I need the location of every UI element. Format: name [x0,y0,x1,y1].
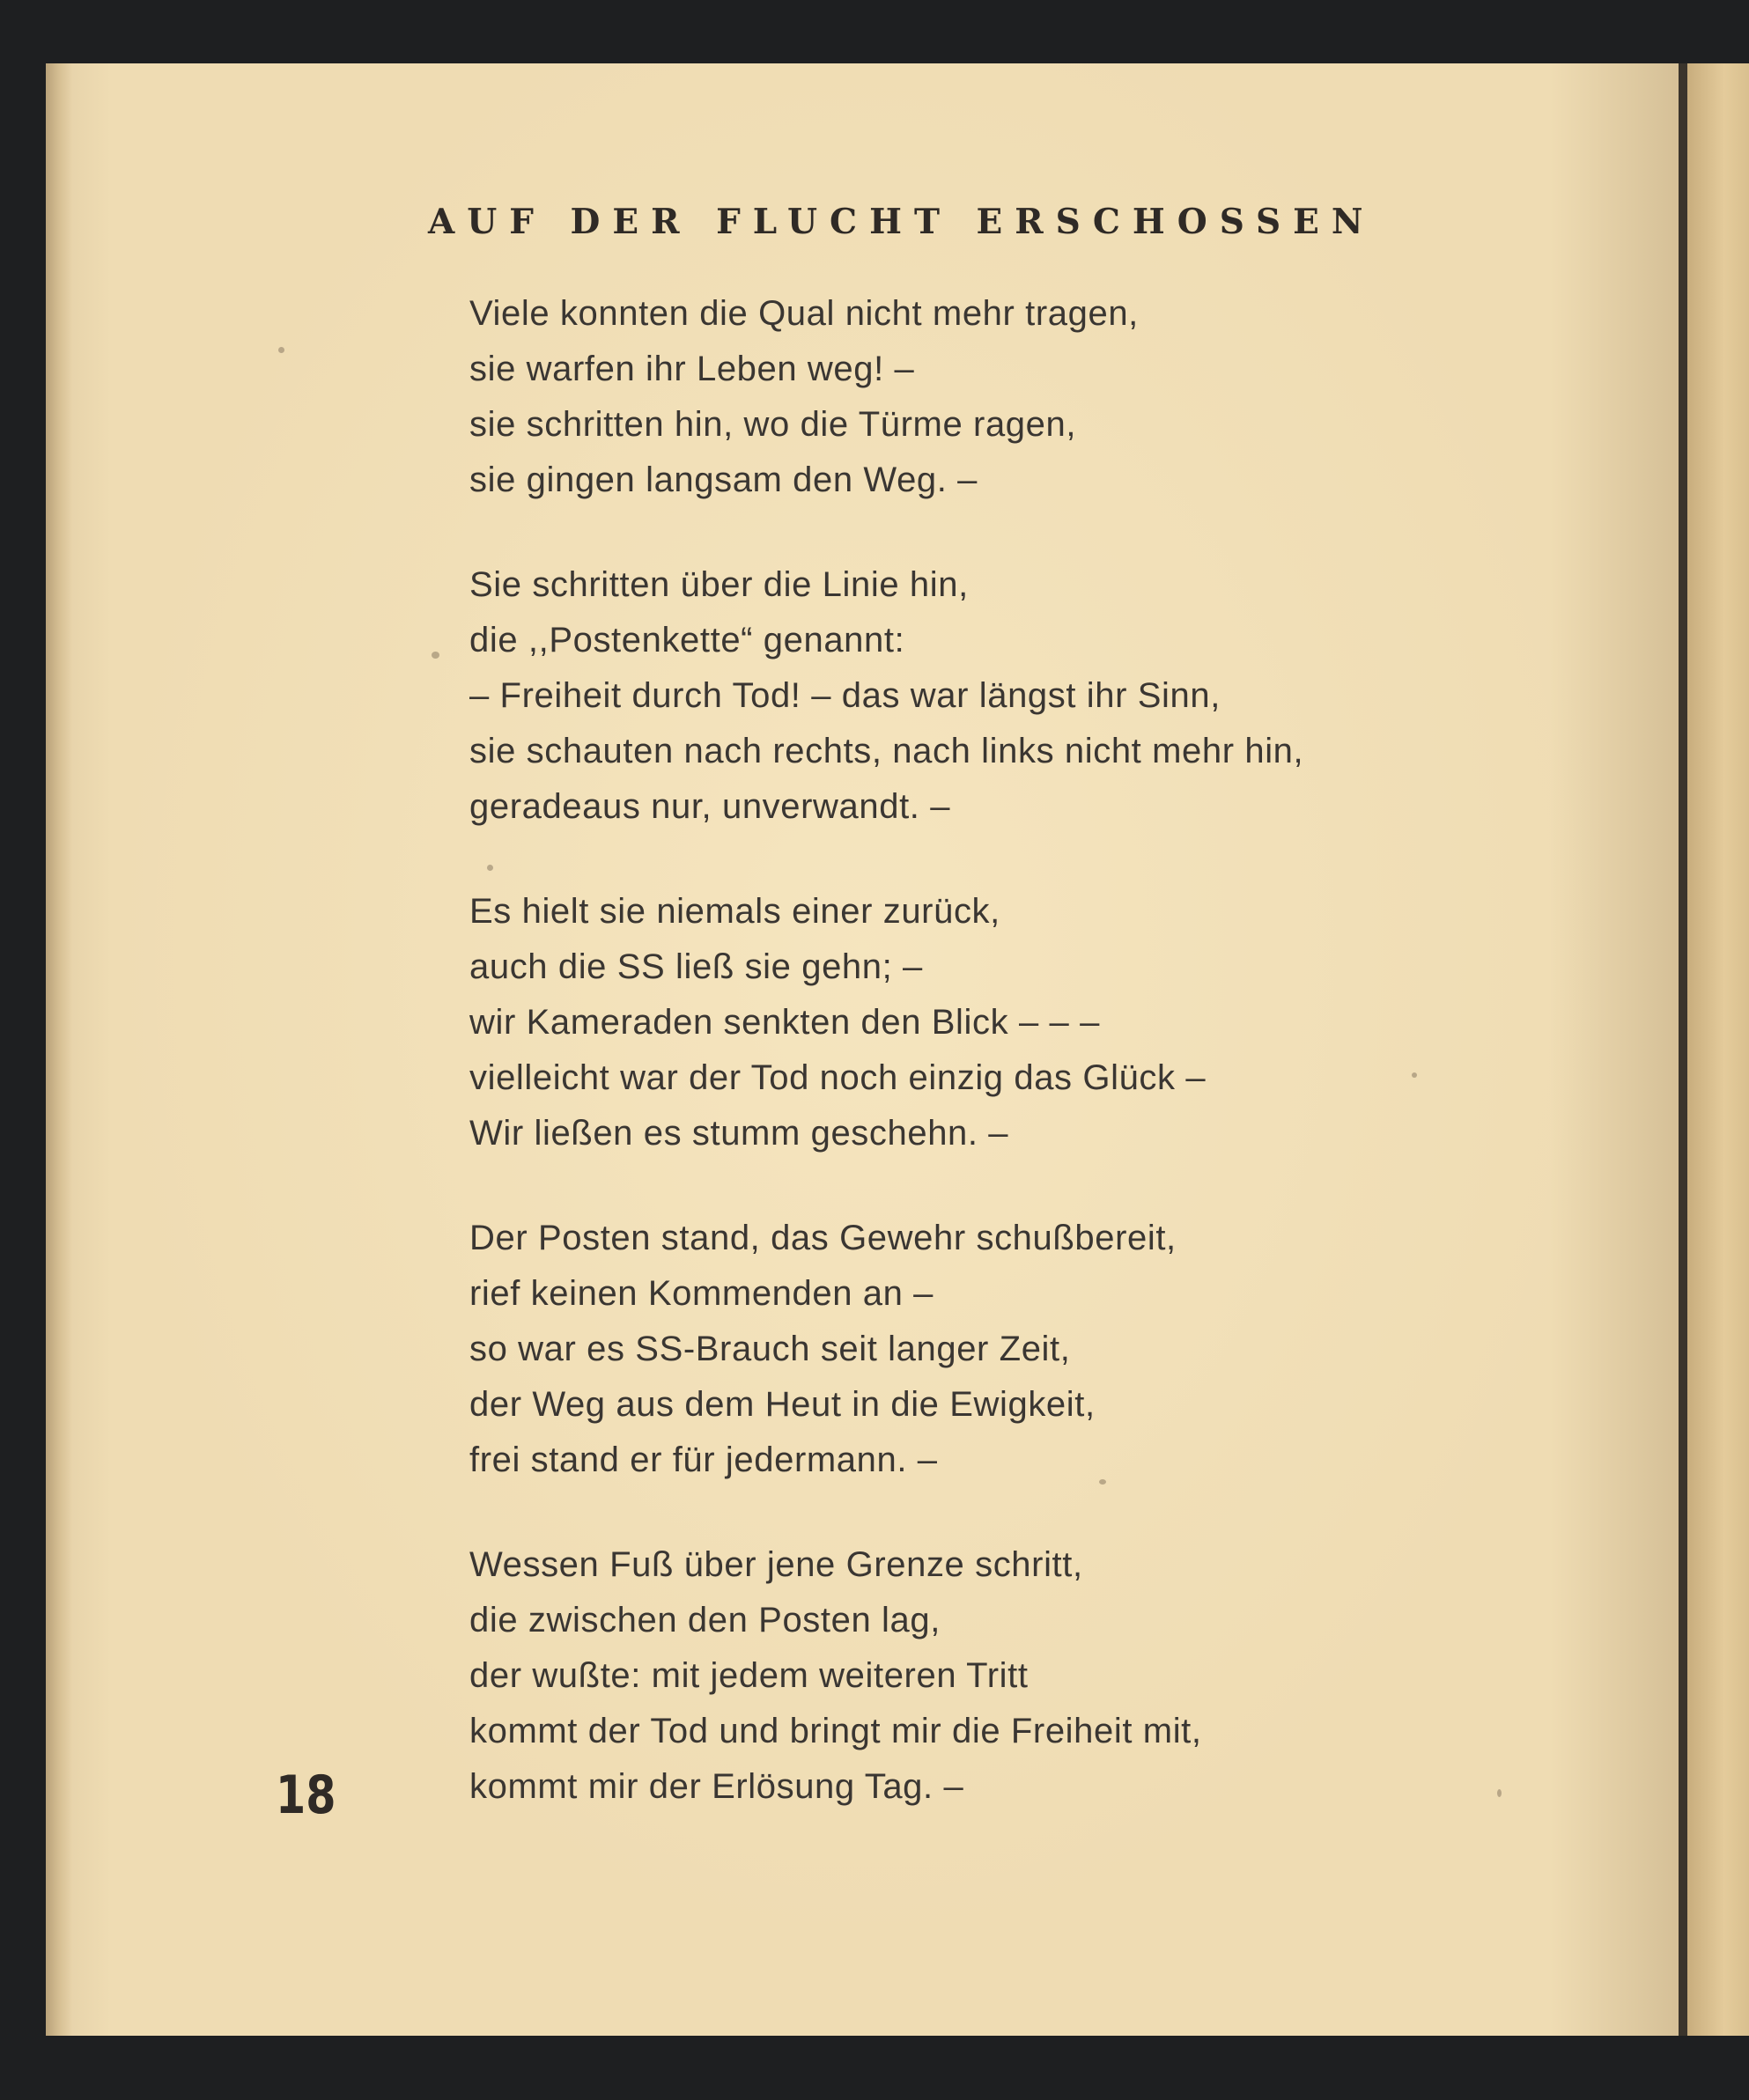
poem-line: so war es SS-Brauch seit langer Zeit, [469,1330,1071,1368]
poem-line: kommt der Tod und bringt mir die Freiheit mit, [469,1712,1202,1750]
paper-speck [432,652,439,659]
poem-line: rief keinen Kommenden an – [469,1274,934,1313]
paper-speck [1497,1789,1502,1797]
stanza [469,1537,1303,1815]
stanza [469,557,1303,835]
poem-line: Viele konnten die Qual nicht mehr tragen, [469,294,1139,333]
stanza [469,1211,1303,1488]
stanza [469,884,1303,1161]
poem-line: – Freiheit durch Tod! – das war längst ihr Sinn, [469,676,1221,715]
poem-line: die zwischen den Posten lag, [469,1601,941,1639]
poem-line: Der Posten stand, das Gewehr schußbereit, [469,1219,1177,1257]
poem-line: geradeaus nur, unverwandt. – [469,787,951,826]
poem-line: der wußte: mit jedem weiteren Tritt [469,1656,1029,1695]
poem-line: Wir ließen es stumm geschehn. – [469,1114,1009,1153]
poem-line: auch die SS ließ sie gehn; – [469,947,923,986]
poem-line: Wessen Fuß über jene Grenze schritt, [469,1545,1083,1584]
paper-speck [1412,1072,1417,1078]
poem-body [469,286,1303,1864]
page-edge [46,63,72,2036]
poem-line: sie schauten nach rechts, nach links nicht mehr hin, [469,732,1304,770]
poem-title: AUF DER FLUCHT ERSCHOSSEN [428,202,1376,243]
poem-line: sie gingen langsam den Weg. – [469,461,978,499]
poem-line: Es hielt sie niemals einer zurück, [469,892,1000,931]
poem-line: sie schritten hin, wo die Türme ragen, [469,405,1077,444]
poem-line: Sie schritten über die Linie hin, [469,565,969,604]
page-number: 18 [276,1765,336,1826]
poem-line: frei stand er für jedermann. – [469,1441,938,1479]
poem-line: der Weg aus dem Heut in die Ewigkeit, [469,1385,1096,1424]
poem-line: sie warfen ihr Leben weg! – [469,350,915,388]
paper-speck [278,347,284,353]
poem-line: die ,,Postenkette“ genannt: [469,621,905,659]
poem-line: kommt mir der Erlösung Tag. – [469,1767,964,1806]
stanza [469,286,1303,508]
poem-line: wir Kameraden senkten den Blick – – – [469,1003,1100,1042]
adjacent-page-edge [1687,63,1749,2036]
poem-line: vielleicht war der Tod noch einzig das Glück – [469,1058,1207,1097]
book-gutter [1679,63,1687,2036]
